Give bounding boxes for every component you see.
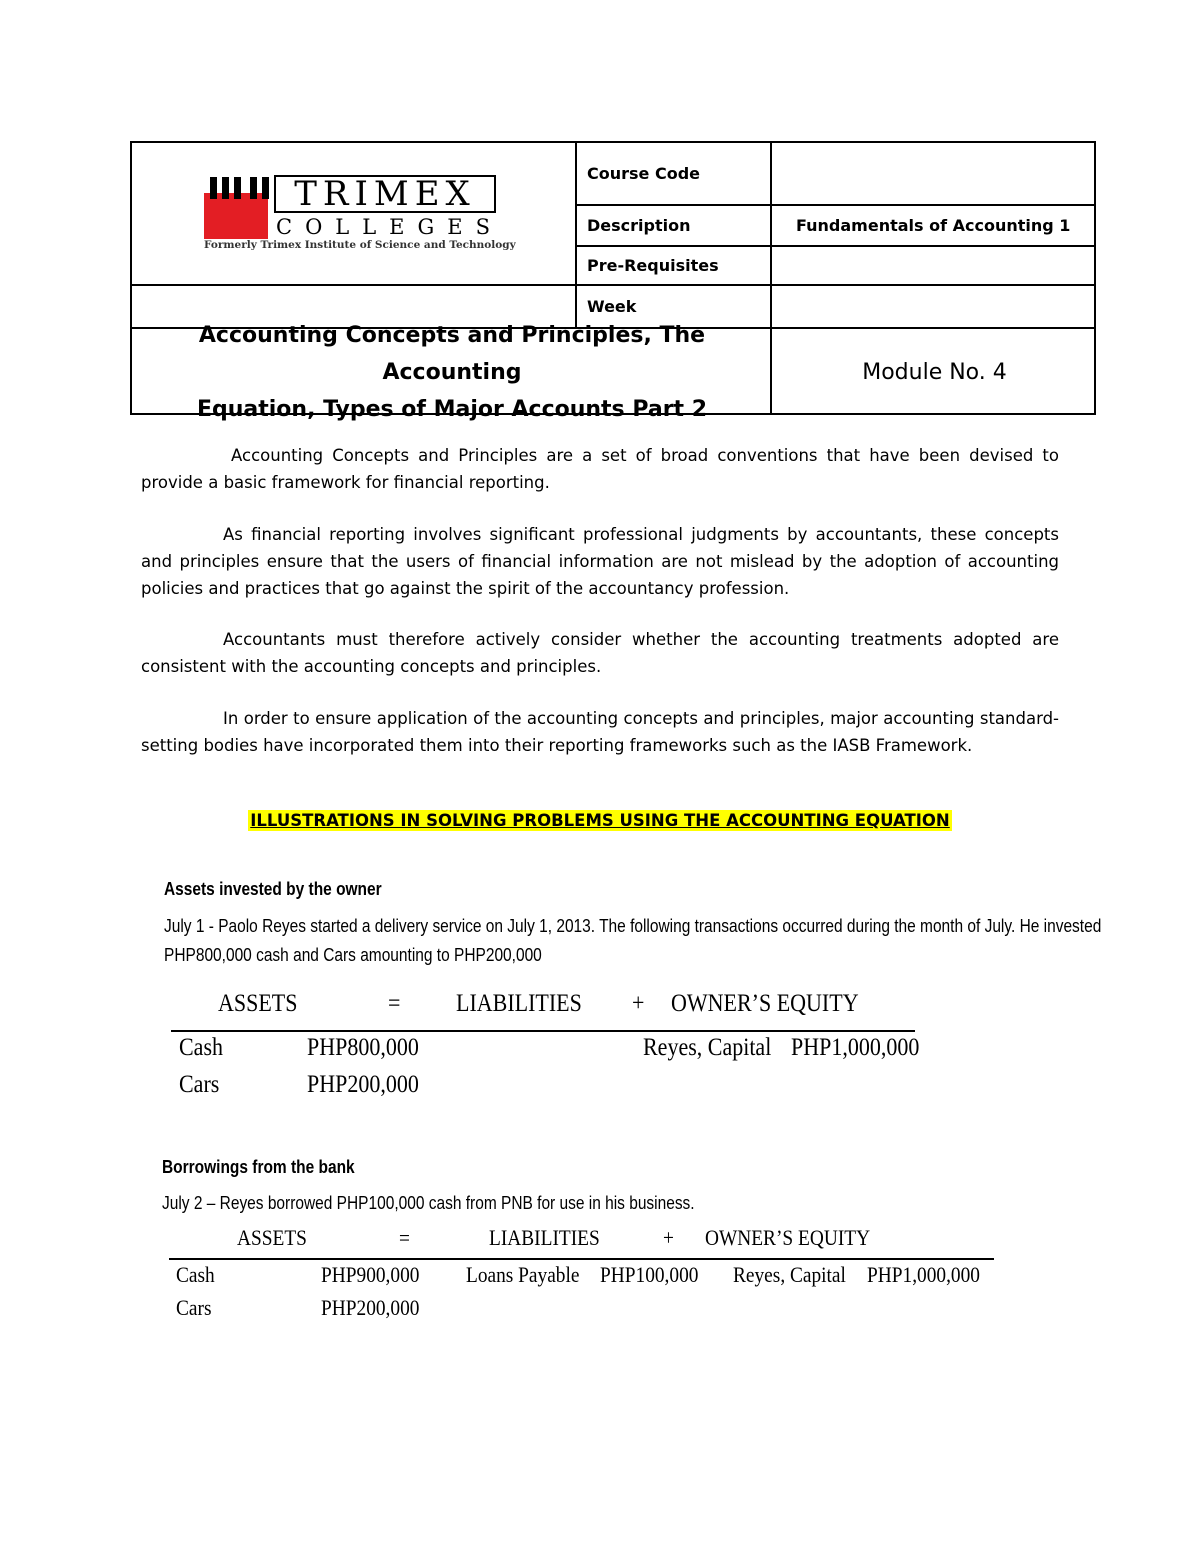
module-number: Module No. 4 — [862, 359, 1007, 385]
eq2-capital-value: PHP1,000,000 — [867, 1262, 980, 1287]
header-table — [130, 141, 1096, 422]
eq1-capital-label: Reyes, Capital — [643, 1034, 772, 1061]
illustration1-title: Assets invested by the owner — [164, 879, 382, 899]
eq1-cars-label: Cars — [179, 1071, 220, 1098]
eq2-equity-header: OWNER’S EQUITY — [705, 1225, 871, 1250]
eq1-liabilities-header: LIABILITIES — [456, 990, 582, 1017]
module-title — [132, 322, 772, 422]
eq1-assets-header: ASSETS — [218, 990, 298, 1017]
eq1-cars-value: PHP200,000 — [307, 1071, 419, 1098]
description-label: Description — [587, 216, 691, 235]
eq2-plus: + — [663, 1225, 674, 1250]
trimex-logo — [204, 173, 516, 253]
eq2-cars-label: Cars — [176, 1295, 212, 1320]
illustration2-title: Borrowings from the bank — [162, 1157, 355, 1177]
eq1-equity-header: OWNER’S EQUITY — [671, 990, 859, 1017]
logo-tagline: Formerly Trimex Institute of Science and Technology — [204, 239, 516, 251]
eq2-loans-value: PHP100,000 — [600, 1262, 699, 1287]
eq1-plus: + — [632, 990, 645, 1017]
illustration2-line1: July 2 – Reyes borrowed PHP100,000 cash from PNB for use in his business. — [162, 1193, 695, 1213]
paragraph-3: Accountants must therefore actively consider whether the accounting treatments adopted are consistent with the accounting concepts and principles. — [141, 630, 1059, 676]
paragraph-2: As financial reporting involves significant professional judgments by accountants, these concepts and principles ensure that the users of financial information are not mislead by the adoption of accounting policies and practices that go against the spirit of the accountancy profession. — [141, 525, 1059, 598]
eq1-rule — [171, 1030, 915, 1032]
eq1-equals: = — [388, 990, 401, 1017]
eq2-capital-label: Reyes, Capital — [733, 1262, 846, 1287]
logo-wordmark: TRIMEX — [274, 175, 496, 213]
eq2-cars-value: PHP200,000 — [321, 1295, 420, 1320]
eq2-cash-value: PHP900,000 — [321, 1262, 420, 1287]
section-heading: ILLUSTRATIONS IN SOLVING PROBLEMS USING THE ACCOUNTING EQUATION — [250, 811, 950, 830]
course-code-label: Course Code — [587, 164, 700, 183]
week-label: Week — [587, 297, 637, 316]
description-value: Fundamentals of Accounting 1 — [796, 216, 1071, 235]
eq2-assets-header: ASSETS — [237, 1225, 307, 1250]
eq2-rule — [169, 1258, 994, 1260]
paragraph-4: In order to ensure application of the accounting concepts and principles, major accounting standard-setting bodies have incorporated them into their reporting frameworks such as the IASB Framework. — [141, 709, 1059, 755]
module-title-line1: Accounting Concepts and Principles, The Accounting — [198, 322, 706, 385]
eq2-loans-label: Loans Payable — [466, 1262, 580, 1287]
eq2-cash-label: Cash — [176, 1262, 215, 1287]
illustration1-line2: PHP800,000 cash and Cars amounting to PHP200,000 — [164, 945, 542, 965]
logo-subtitle: COLLEGES — [276, 215, 503, 239]
eq2-liabilities-header: LIABILITIES — [489, 1225, 600, 1250]
eq2-equals: = — [399, 1225, 410, 1250]
illustration1-line1: July 1 - Paolo Reyes started a delivery service on July 1, 2013. The following transactions occurred during the month of July. He invested — [164, 916, 1102, 936]
prerequisites-label: Pre-Requisites — [587, 256, 719, 275]
eq1-capital-value: PHP1,000,000 — [791, 1034, 920, 1061]
eq1-cash-value: PHP800,000 — [307, 1034, 419, 1061]
paragraph-1: Accounting Concepts and Principles are a set of broad conventions that have been devised to provide a basic framework for financial reporting. — [141, 446, 1059, 492]
eq1-cash-label: Cash — [179, 1034, 223, 1061]
module-title-line2: Equation, Types of Major Accounts Part 2 — [196, 396, 708, 422]
